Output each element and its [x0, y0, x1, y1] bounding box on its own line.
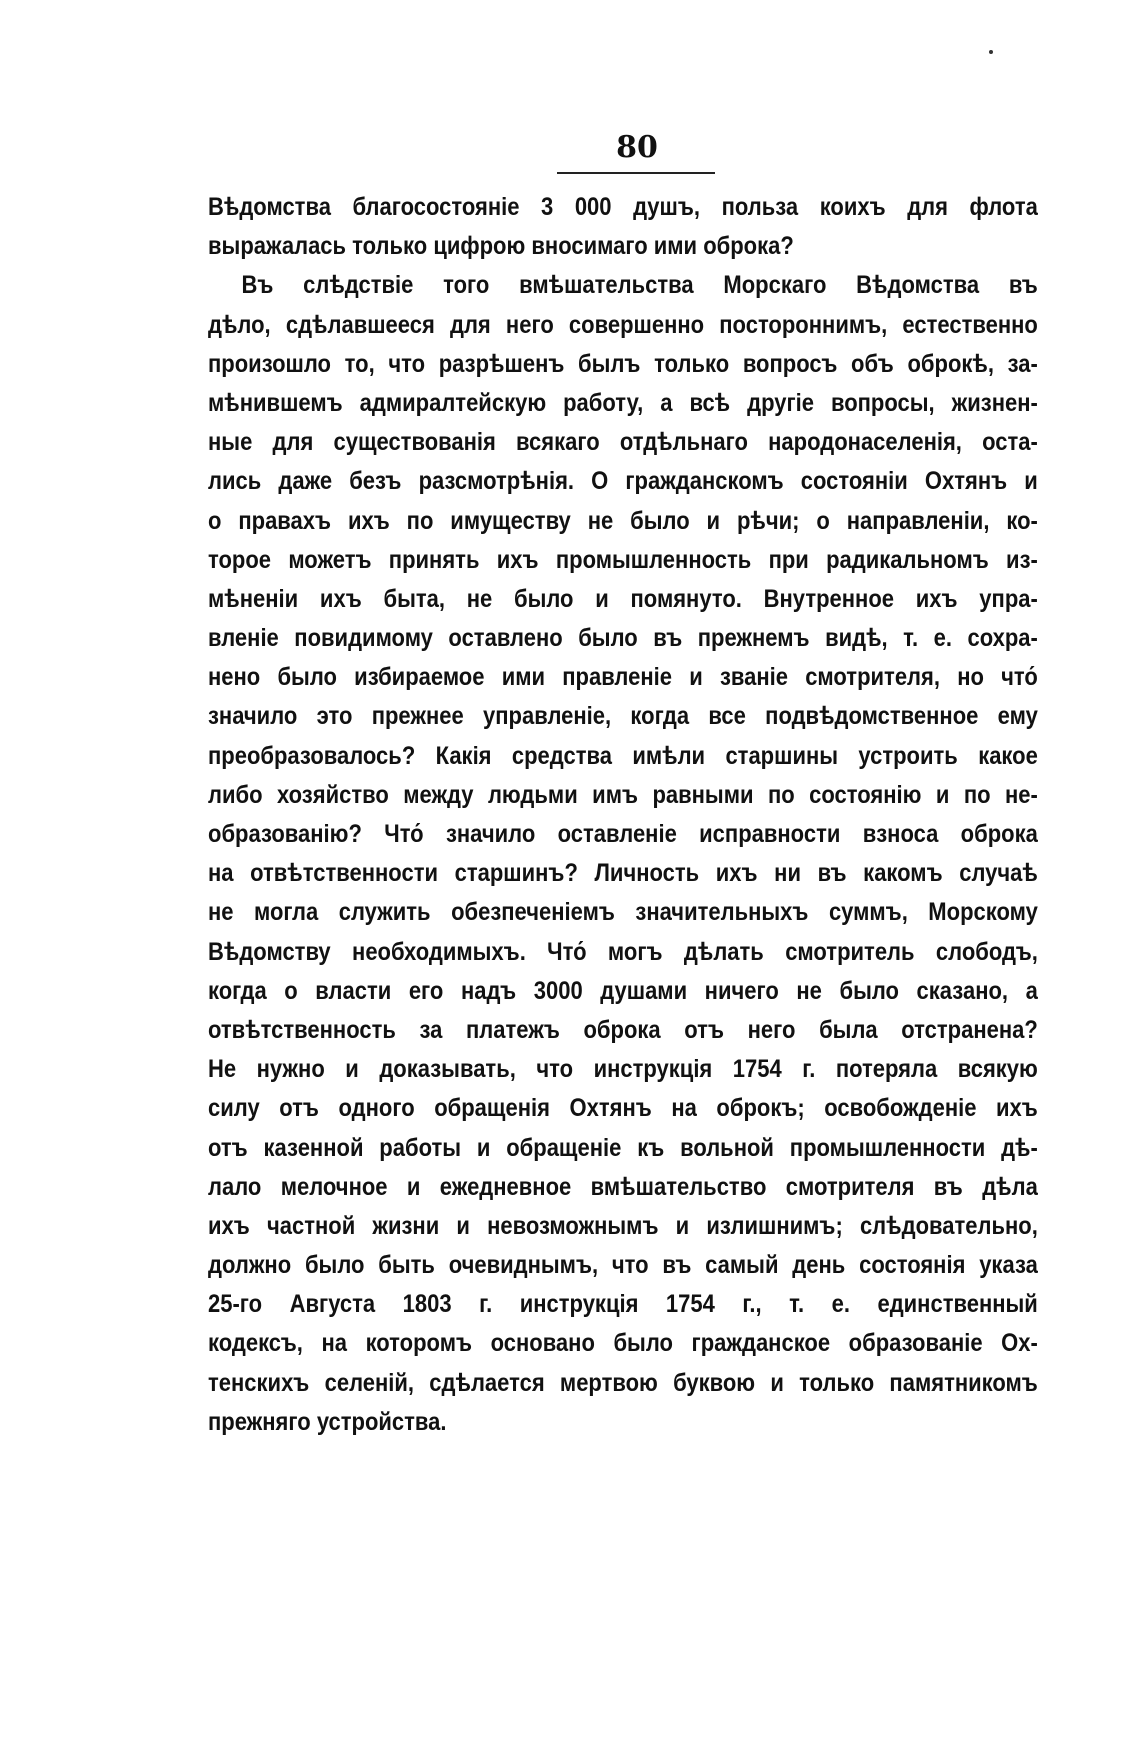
text-line: образованію? Что́ значило оставленіе исправности взноса оброка	[208, 820, 1038, 848]
text-line: нено было избираемое ими правленіе и званіе смотрителя, но что́	[208, 663, 1038, 692]
text-line: не могла служить обезпеченіемъ значительныхъ суммъ, Морскому	[208, 898, 1038, 927]
text-line: вленіе повидимому оставлено было въ прежнемъ видѣ, т. е. сохра-	[208, 624, 1038, 653]
text-line: о правахъ ихъ по имуществу не было и рѣчи; о направленіи, ко-	[208, 506, 1038, 535]
text-line: силу отъ одного обращенія Охтянъ на оброкъ; освобожденіе ихъ	[208, 1094, 1038, 1123]
page-number-rule	[557, 172, 715, 174]
text-line: тенскихъ селеній, сдѣлается мертвою буквою и только памятникомъ	[208, 1368, 1038, 1397]
text-line: преобразовалось? Какія средства имѣли старшины устроить какое	[208, 741, 1038, 770]
text-line: либо хозяйство между людьми имъ равными по состоянію и по не-	[208, 780, 1038, 809]
speck-mark	[989, 50, 993, 54]
text-line: лало мелочное и ежедневное вмѣшательство смотрителя въ дѣла	[208, 1172, 1038, 1201]
text-line: ихъ частной жизни и невозможнымъ и излишнимъ; слѣдовательно,	[208, 1211, 1038, 1240]
text-line: мѣнившемъ адмиралтейскую работу, а всѣ другіе вопросы, жизнен-	[208, 388, 1038, 417]
text-line: торое можетъ принять ихъ промышленность при радикальномъ из-	[208, 545, 1038, 574]
text-line: значило это прежнее управленіе, когда все подвѣдомственное ему	[208, 702, 1038, 731]
text-line: Въ слѣдствіе того вмѣшательства Морскаго Вѣдомства въ	[241, 271, 1038, 300]
text-line: 25-го Августа 1803 г. инструкція 1754 г., т. е. единственный	[208, 1290, 1038, 1319]
page-number: 80	[616, 130, 658, 165]
text-line: Не нужно и доказывать, что инструкція 1754 г. потеряла всякую	[208, 1055, 1038, 1084]
text-line: произошло то, что разрѣшенъ былъ только вопросъ объ оброкѣ, за-	[208, 349, 1038, 378]
text-line: лись даже безъ разсмотрѣнія. О гражданскомъ состояніи Охтянъ и	[208, 467, 1038, 496]
text-line: дѣло, сдѣлавшееся для него совершенно постороннимъ, естественно	[208, 310, 1038, 339]
text-line: Вѣдомства благосостояніе 3 000 душъ, польза коихъ для флота	[208, 193, 1038, 221]
text-line: выражалась только цифрою вносимаго ими оброка?	[208, 232, 794, 261]
text-line: отвѣтственность за платежъ оброка отъ него была отстранена?	[208, 1015, 1038, 1044]
text-line: должно было быть очевиднымъ, что въ самый день состоянія указа	[208, 1251, 1038, 1280]
text-line: ные для существованія всякаго отдѣльнаго народонаселенія, оста-	[208, 428, 1038, 457]
text-line: кодексъ, на которомъ основано было гражданское образованіе Ох-	[208, 1329, 1038, 1358]
text-line: Вѣдомству необходимыхъ. Что́ могъ дѣлать смотритель слободъ,	[208, 937, 1038, 966]
body-text	[208, 188, 1038, 1442]
text-line: когда о власти его надъ 3000 душами ничего не было сказано, а	[208, 976, 1038, 1005]
text-line: прежняго устройства.	[208, 1407, 447, 1436]
text-line: отъ казенной работы и обращеніе къ вольной промышленности дѣ-	[208, 1133, 1038, 1162]
text-line: на отвѣтственности старшинъ? Личность ихъ ни въ какомъ случаѣ	[208, 859, 1038, 888]
text-line: мѣненіи ихъ быта, не было и помянуто. Внутренное ихъ упра-	[208, 584, 1038, 613]
